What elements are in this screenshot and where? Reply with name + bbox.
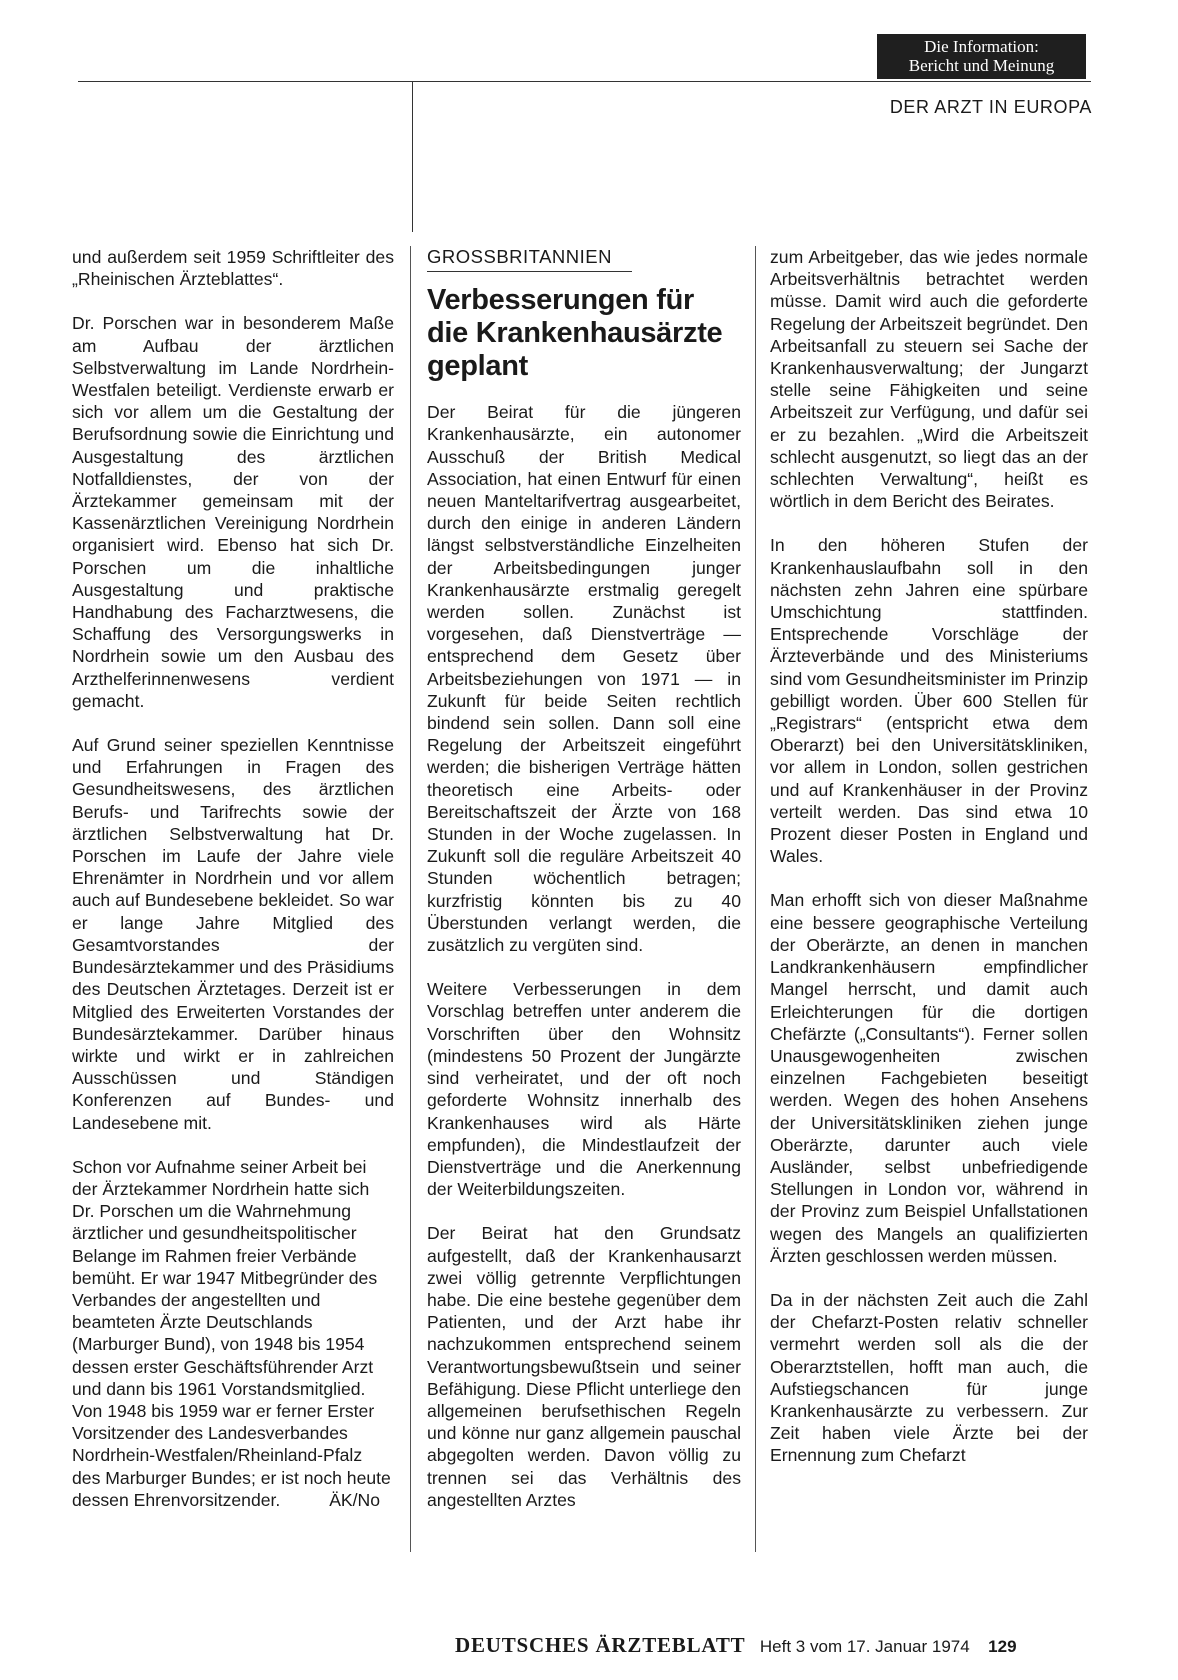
paragraph: Da in der nächsten Zeit auch die Zahl der Chefarzt-Posten relativ schneller vermehrt werden soll als die der Oberarztstellen, hofft man auch, die Aufstiegschancen für junge Krankenhausärzte zu verbessern. Zur Zeit haben viele Ärzte bei der Ernennung zum Chefarzt: [770, 1289, 1088, 1466]
rubric-box: [877, 34, 1086, 79]
section-heading: DER ARZT IN EUROPA: [889, 97, 1092, 117]
paragraph: Auf Grund seiner speziellen Kenntnisse und Erfahrungen in Fragen des Gesundheitswesens, des ärztlichen Berufs- und Tarifrechts sowie der ärztlichen Selbstverwaltung hat Dr. Porschen im Laufe der Jahre viele Ehrenämter in Nordrhein und vor allem auch auf Bundesebene bekleidet. So war er lange Jahre Mitglied des Gesamtvorstandes der Bundesärztekammer und des Präsidiums des Deutschen Ärztetages. Derzeit ist er Mitglied des Erweiterten Vorstandes der Bundesärztekammer. Darüber hinaus wirkte und wirkt er in zahlreichen Ausschüssen und Ständigen Konferenzen auf Bundes- und Landesebene mit.: [72, 735, 394, 1133]
column-divider-1: [410, 246, 411, 1552]
paragraph: Der Beirat hat den Grundsatz aufgestellt, daß der Krankenhausarzt zwei völlig getrennte Verpflichtungen habe. Die eine bestehe gegenüber dem Patienten, und der Arzt habe ihr nachzukommen entsprechend seinem Verantwortungsbewußtsein und seiner Befähigung. Diese Pflicht unterliege den allgemeinen berufsethischen Regeln und könne nur ganz allgemein pauschal abgegolten werden. Davon völlig zu trennen sei das Verhältnis des angestellten Arztes: [427, 1223, 741, 1510]
header-rule: [78, 81, 1091, 82]
paragraph: zum Arbeitgeber, das wie jedes normale Arbeitsverhältnis betrachtet werden müsse. Damit wird auch die geforderte Regelung der Arbeitszeit begründet. Den Arbeitsanfall zu steuern sei Sache der Krankenhausverwaltung; der Jungarzt stelle seine Fähigkeiten und seine Arbeitszeit zur Verfügung, und dafür sei er zu bezahlen. „Wird die Arbeitszeit schlecht ausgenutzt, so liegt das an der schlechten Verwaltung“, heißt es wörtlich in dem Bericht des Beirates.: [770, 247, 1088, 512]
paragraph: Weitere Verbesserungen in dem Vorschlag betreffen unter anderem die Vorschriften über den Wohnsitz (mindestens 50 Prozent der Jungärzte sind verheiratet, und der oft noch geforderte Wohnsitz innerhalb des Krankenhauses wird als Härte empfunden), die Mindestlaufzeit der Dienstverträge und die Anerkennung der Weiterbildungszeiten.: [427, 979, 741, 1200]
column-1: [72, 246, 394, 1533]
journal-name: DEUTSCHES ÄRZTEBLATT: [455, 1633, 746, 1657]
paragraph: Dr. Porschen war in besonderem Maße am Aufbau der ärztlichen Selbstverwaltung im Lande Nordrhein-Westfalen beteiligt. Verdienste erwarb er sich vor allem um die Gestaltung der Berufsordnung sowie die Einrichtung und Ausgestaltung des ärztlichen Notfalldienstes, der von der Ärztekammer gemeinsam mit der Kassenärztlichen Vereinigung Nordrhein organisiert wird. Ebenso hat sich Dr. Porschen um die inhaltliche Ausgestaltung und praktische Handhabung des Facharztwesens, die Schaffung des Versorgungswerks in Nordrhein sowie um den Ausbau des Arzthelferinnenwesens verdient gemacht.: [72, 313, 394, 711]
page-number: 129: [988, 1637, 1017, 1656]
rubric-line-2: Bericht und Meinung: [908, 56, 1055, 75]
paragraph: Schon vor Aufnahme seiner Arbeit bei der Ärztekammer Nordrhein hatte sich Dr. Porschen um die Wahrnehmung ärztlicher und gesundheitspolitischer Belange im Rahmen freier Verbände bemüht. Er war 1947 Mitbegründer des Verbandes der angestellten und beamteten Ärzte Deutschlands (Marburger Bund), von 1948 bis 1954 dessen erster Geschäftsführender Arzt und dann bis 1961 Vorstandsmitglied. Von 1948 bis 1959 war er ferner Erster Vorsitzender des Landesverbandes Nordrhein-Westfalen/Rheinland-Pfalz des Marburger Bundes; er ist noch heute dessen Ehrenvorsitzender. ÄK/No: [72, 1156, 396, 1510]
paragraph: und außerdem seit 1959 Schriftleiter des „Rheinischen Ärzteblattes“.: [72, 247, 394, 290]
paragraph: In den höheren Stufen der Krankenhauslaufbahn soll in den nächsten zehn Jahren eine spürbare Umschichtung stattfinden. Entsprechende Vorschläge der Ärzteverbände und des Ministeriums sind vom Gesundheitsminister im Prinzip gebilligt worden. Über 600 Stellen für „Registrars“ (entspricht etwa dem Oberarzt) bei den Universitätskliniken, vor allem in London, sollen gestrichen und auf Krankenhäuser in der Provinz verteilt werden. Das sind etwa 10 Prozent dieser Posten in England und Wales.: [770, 535, 1088, 867]
header-divider: [412, 82, 413, 232]
column-3: [770, 246, 1088, 1489]
paragraph: Der Beirat für die jüngeren Krankenhausärzte, ein autonomer Ausschuß der British Medical Association, hat einen Entwurf für einen neuen Manteltarifvertrag ausgearbeitet, durch den einige in anderen Ländern längst selbstverständliche Einzelheiten der Arbeitsbedingungen junger Krankenhausärzte erstmalig geregelt werden sollen. Zunächst ist vorgesehen, daß Dienstverträge — entsprechend dem Gesetz über Arbeitsbeziehungen von 1971 — in Zukunft für beide Seiten rechtlich bindend sein sollen. Dann soll eine Regelung der Arbeitszeit eingeführt werden; die bisherigen Verträge hätten theoretisch eine Arbeits- oder Bereitschaftszeit der Ärzte von 168 Stunden in der Woche zugelassen. In Zukunft soll die reguläre Arbeitszeit 40 Stunden wöchentlich betragen; kurzfristig könnten bis zu 40 Überstunden verlangt werden, die zusätzlich zu vergüten sind.: [427, 402, 741, 956]
column-divider-2: [755, 246, 756, 1552]
rubric-line-1: Die Information:: [924, 37, 1039, 56]
paragraph: Man erhofft sich von dieser Maßnahme eine bessere geographische Verteilung der Oberärzte, an denen in manchen Landkrankenhäusern empfindlicher Mangel herrscht, und damit auch Erleichterungen für die dortigen Chefärzte („Consultants“). Ferner sollen Unausgewogenheiten zwischen einzelnen Fachgebieten beseitigt werden. Wegen des hohen Ansehens der Universitätskliniken ziehen junge Oberärzte, darunter auch viele Ausländer, selbst unbefriedigende Stellungen in London vor, während in der Provinz zum Beispiel Unfallstationen wegen des Mangels an qualifizierten Ärzten geschlossen werden müssen.: [770, 890, 1088, 1266]
column-2: [427, 246, 741, 1533]
issue-info: Heft 3 vom 17. Januar 1974: [759, 1637, 970, 1656]
page-footer: [455, 1633, 1017, 1658]
country-label: GROSSBRITANNIEN: [427, 246, 632, 272]
article-headline: Verbesserungen für die Krankenhausärzte geplant: [427, 284, 723, 383]
